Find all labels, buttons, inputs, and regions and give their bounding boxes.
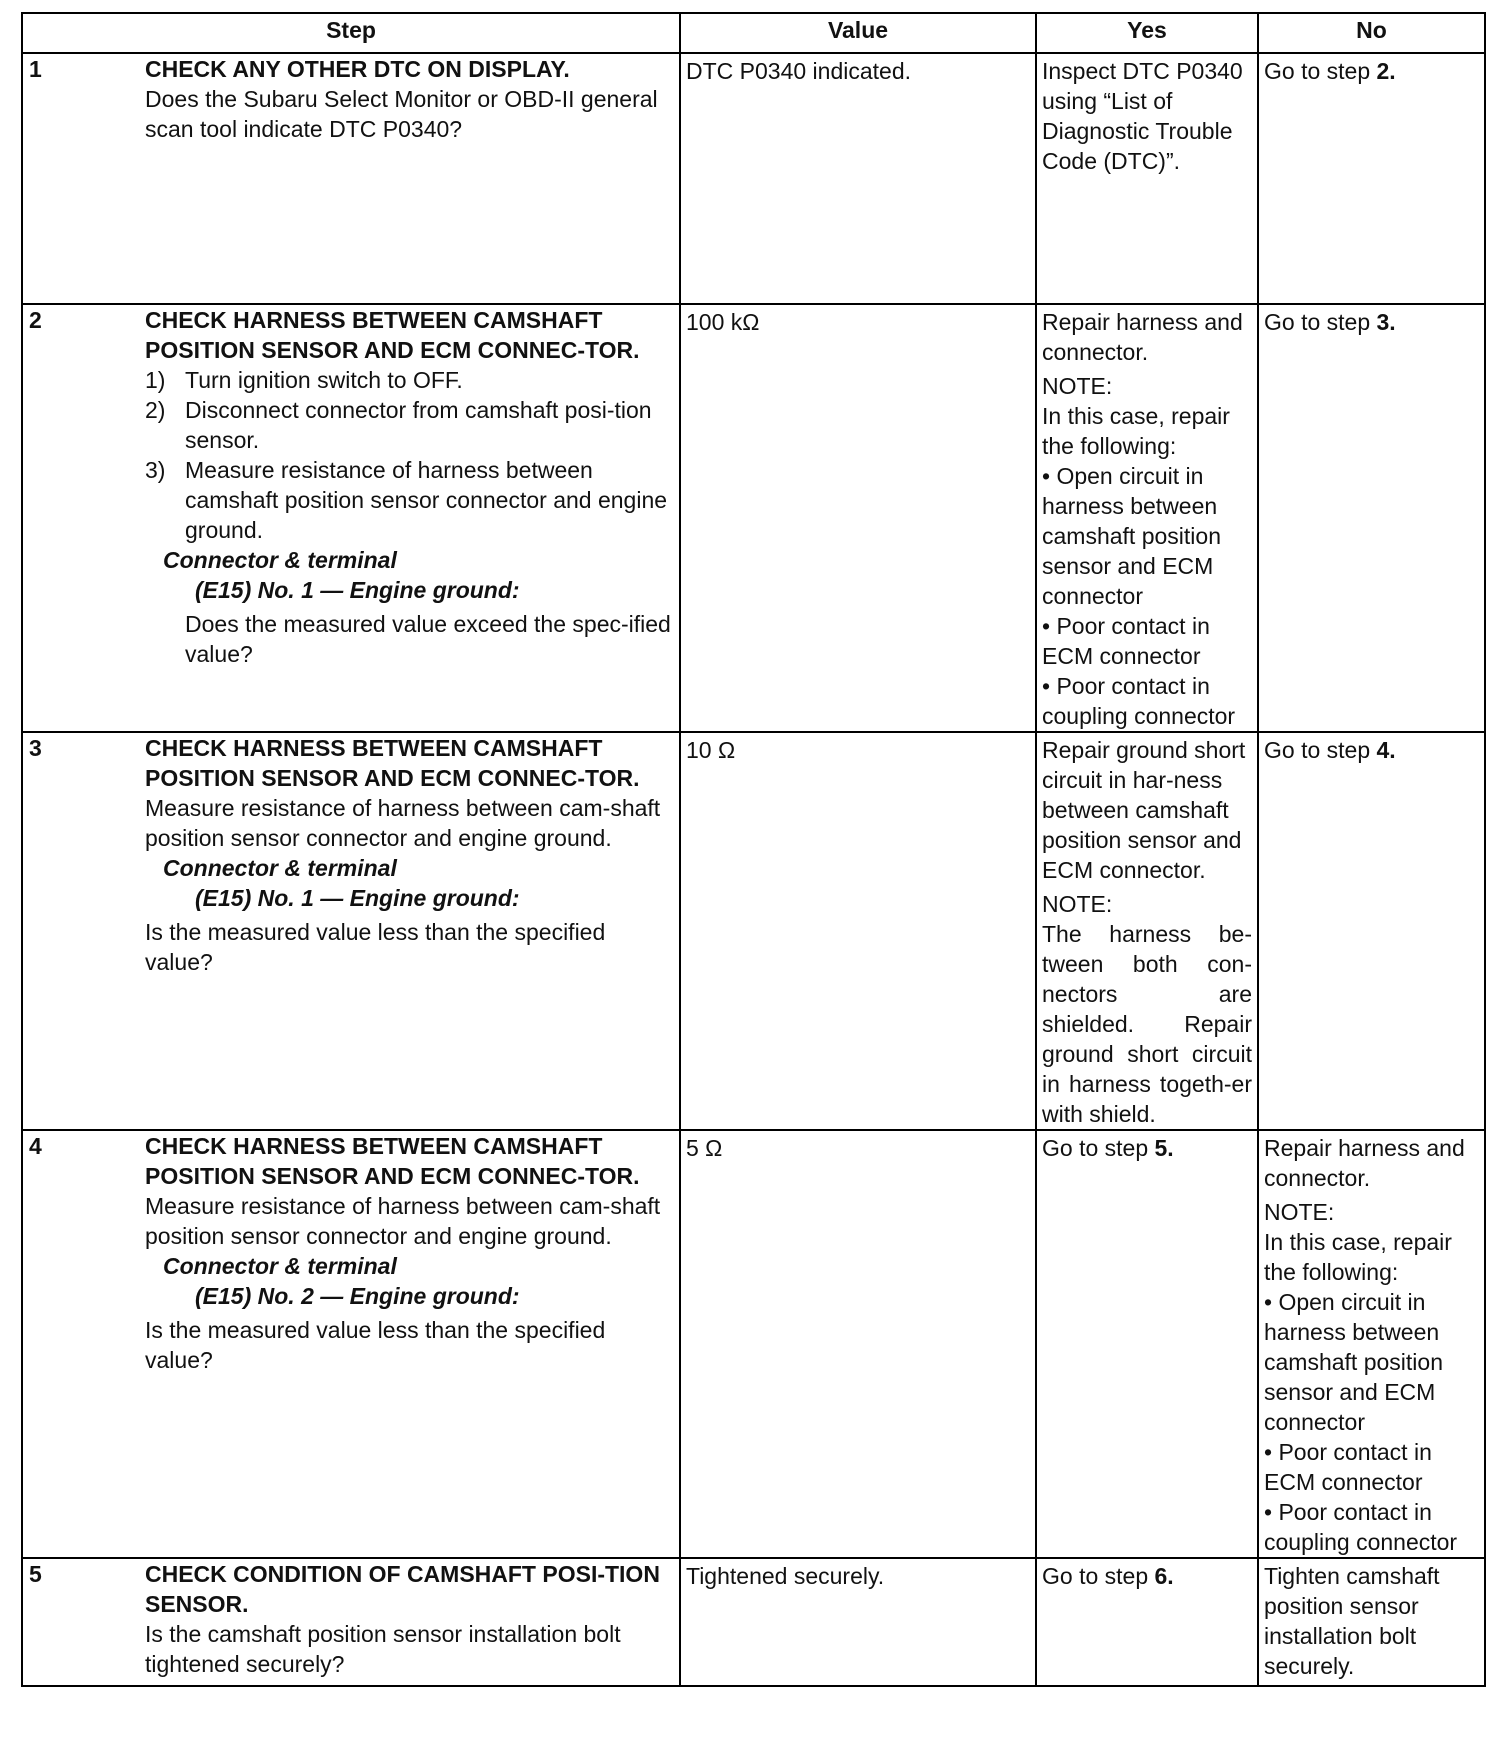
list-item-number: 3) xyxy=(145,457,166,483)
connector-terminal: (E15) No. 1 — Engine ground: xyxy=(195,577,520,603)
step-question: Is the measured value less than the specified value? xyxy=(145,919,606,975)
header-value: Value xyxy=(680,13,1036,53)
connector-label: Connector & terminal xyxy=(163,1253,397,1279)
yes-cell xyxy=(1036,1558,1258,1686)
list-item-number: 1) xyxy=(145,367,166,393)
note-label: NOTE: xyxy=(1264,1199,1335,1225)
list-item xyxy=(145,395,671,455)
yes-main: Repair ground short circuit in har-ness between camshaft position sensor and ECM connector. xyxy=(1042,737,1246,883)
table-row xyxy=(22,1130,1485,1558)
no-cell xyxy=(1258,53,1485,304)
yes-text: Go to step xyxy=(1042,1135,1155,1161)
connector-terminal: (E15) No. 2 — Engine ground: xyxy=(195,1283,520,1309)
table-row xyxy=(22,53,1485,304)
step-number: 4 xyxy=(29,1133,42,1159)
header-yes: Yes xyxy=(1036,13,1258,53)
procedure-list xyxy=(145,365,671,545)
no-cell xyxy=(1258,304,1485,732)
bullet-item: • Poor contact in coupling connector xyxy=(1264,1499,1458,1555)
table-row xyxy=(22,304,1485,732)
step-cell xyxy=(22,732,680,1130)
yes-text: Go to step xyxy=(1042,1563,1155,1589)
note-text: In this case, repair the following: xyxy=(1264,1229,1452,1285)
list-item-text: Disconnect connector from camshaft posi-tion sensor. xyxy=(185,397,652,453)
no-text: Go to step xyxy=(1264,58,1377,84)
step-question: Is the measured value less than the specified value? xyxy=(145,1317,606,1373)
yes-cell xyxy=(1036,304,1258,732)
value-cell: 10 Ω xyxy=(680,732,1036,1130)
value-cell: Tightened securely. xyxy=(680,1558,1036,1686)
step-heading: CHECK CONDITION OF CAMSHAFT POSI-TION SENSOR. xyxy=(145,1561,660,1617)
no-step-ref: 2. xyxy=(1376,58,1396,84)
step-cell xyxy=(22,1130,680,1558)
step-body: Measure resistance of harness between cam-shaft position sensor connector and engine ground. xyxy=(145,795,661,851)
value-cell: 5 Ω xyxy=(680,1130,1036,1558)
step-body: Measure resistance of harness between cam-shaft position sensor connector and engine ground. xyxy=(145,1193,661,1249)
step-cell xyxy=(22,53,680,304)
yes-step-ref: 5. xyxy=(1154,1135,1174,1161)
no-step-ref: 4. xyxy=(1376,737,1396,763)
step-number: 1 xyxy=(29,56,42,82)
yes-step-ref: 6. xyxy=(1154,1563,1174,1589)
list-item xyxy=(145,455,671,545)
no-text: Go to step xyxy=(1264,737,1377,763)
step-heading: CHECK ANY OTHER DTC ON DISPLAY. xyxy=(145,56,570,82)
note-label: NOTE: xyxy=(1042,373,1113,399)
step-number: 5 xyxy=(29,1561,42,1587)
note-label: NOTE: xyxy=(1042,891,1113,917)
step-number: 3 xyxy=(29,735,42,761)
header-row xyxy=(22,13,1485,53)
connector-label: Connector & terminal xyxy=(163,547,397,573)
step-heading: CHECK HARNESS BETWEEN CAMSHAFT POSITION SENSOR AND ECM CONNEC-TOR. xyxy=(145,307,640,363)
bullet-item: • Poor contact in coupling connector xyxy=(1042,673,1236,729)
bullet-item: • Open circuit in harness between camshaft position sensor and ECM connector xyxy=(1042,463,1221,609)
no-step-ref: 3. xyxy=(1376,309,1396,335)
step-number: 2 xyxy=(29,307,42,333)
step-cell xyxy=(22,1558,680,1686)
step-body: Is the camshaft position sensor installation bolt tightened securely? xyxy=(145,1621,621,1677)
header-no: No xyxy=(1258,13,1485,53)
connector-terminal: (E15) No. 1 — Engine ground: xyxy=(195,885,520,911)
list-item-text: Measure resistance of harness between camshaft position sensor connector and engine ground. xyxy=(185,457,668,543)
list-item-number: 2) xyxy=(145,397,166,423)
step-heading: CHECK HARNESS BETWEEN CAMSHAFT POSITION SENSOR AND ECM CONNEC-TOR. xyxy=(145,1133,640,1189)
table-row xyxy=(22,1558,1485,1686)
step-body: Does the Subaru Select Monitor or OBD-II general scan tool indicate DTC P0340? xyxy=(145,86,658,142)
yes-cell xyxy=(1036,1130,1258,1558)
yes-cell: Inspect DTC P0340 using “List of Diagnostic Trouble Code (DTC)”. xyxy=(1036,53,1258,304)
no-main: Repair harness and connector. xyxy=(1264,1135,1465,1191)
header-step: Step xyxy=(22,13,680,53)
yes-cell xyxy=(1036,732,1258,1130)
diagnostic-table xyxy=(21,12,1486,1687)
value-cell: 100 kΩ xyxy=(680,304,1036,732)
no-cell: Tighten camshaft position sensor installation bolt securely. xyxy=(1258,1558,1485,1686)
step-heading: CHECK HARNESS BETWEEN CAMSHAFT POSITION SENSOR AND ECM CONNEC-TOR. xyxy=(145,735,640,791)
bullet-item: • Open circuit in harness between camshaft position sensor and ECM connector xyxy=(1264,1289,1443,1435)
connector-label: Connector & terminal xyxy=(163,855,397,881)
note-text: In this case, repair the following: xyxy=(1042,403,1230,459)
table-row xyxy=(22,732,1485,1130)
bullet-item: • Poor contact in ECM connector xyxy=(1264,1439,1432,1495)
no-cell xyxy=(1258,732,1485,1130)
step-question: Does the measured value exceed the spec-ified value? xyxy=(185,611,671,667)
no-text: Go to step xyxy=(1264,309,1377,335)
no-cell xyxy=(1258,1130,1485,1558)
bullet-item: • Poor contact in ECM connector xyxy=(1042,613,1210,669)
yes-main: Repair harness and connector. xyxy=(1042,309,1243,365)
value-cell: DTC P0340 indicated. xyxy=(680,53,1036,304)
list-item-text: Turn ignition switch to OFF. xyxy=(185,367,463,393)
list-item xyxy=(145,365,671,395)
note-text: The harness be-tween both con-nectors are shielded. Repair ground short circuit in harness togeth-er with shield. xyxy=(1042,921,1252,1127)
step-cell xyxy=(22,304,680,732)
